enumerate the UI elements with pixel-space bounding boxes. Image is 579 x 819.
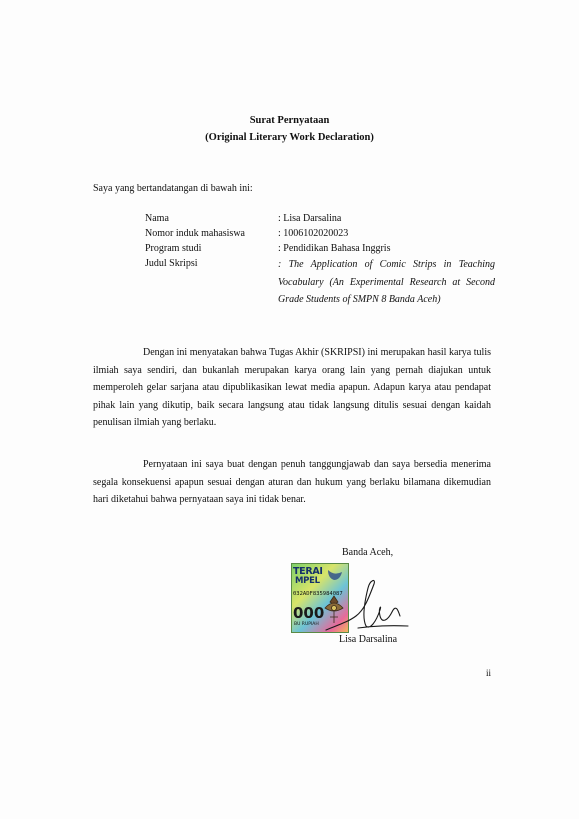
- field-value: : Lisa Darsalina: [278, 213, 342, 224]
- field-label: Program studi: [145, 243, 202, 254]
- field-label: Judul Skripsi: [145, 258, 198, 269]
- document-subtitle: (Original Literary Work Declaration): [205, 132, 374, 143]
- field-label: Nomor induk mahasiswa: [145, 228, 245, 239]
- place-date: Banda Aceh,: [342, 547, 394, 558]
- document-title: Surat Pernyataan: [249, 115, 330, 126]
- field-value: : Pendidikan Bahasa Inggris: [278, 243, 391, 254]
- intro-text: Saya yang bertandatangan di bawah ini:: [93, 183, 253, 194]
- field-value: : 1006102020023: [278, 228, 349, 239]
- signer-name: Lisa Darsalina: [339, 634, 398, 645]
- declaration-paragraph: Dengan ini menyatakan bahwa Tugas Akhir (SKRIPSI) ini merupakan hasil karya tulis ilmiah saya sendiri, dan bukanlah merupakan karya orang lain yang pernah diajukan untuk memperoleh gelar sarjana atau dipublikasikan lewat media apapun. Adapun karya atau pendapat pihak lain yang dikutip, baik secara langsung atau tidak langsung ditulis sesuai dengan kaidah penulisan ilmiah yang berlaku.: [93, 347, 491, 429]
- stamp-amount: 000: [293, 604, 325, 622]
- responsibility-paragraph: Pernyataan ini saya buat dengan penuh tanggungjawab dan saya bersedia menerima segala konsekuensi apapun sesuai dengan aturan dan hukum yang berlaku bilamana dikemudian hari diketahui bahwa pernyataan saya ini tidak benar.: [93, 459, 491, 506]
- stamp-serial: 032ADF835984087: [293, 591, 343, 597]
- thesis-title-value: : The Application of Comic Strips in Teaching Vocabulary (An Experimental Research at Second Grade Students of SMPN 8 Banda Aceh): [278, 259, 495, 305]
- stamp-line1: TERAI: [293, 566, 323, 577]
- field-label: Nama: [145, 213, 169, 224]
- stamp-line2: MPEL: [295, 576, 320, 586]
- stamp-currency: BU RUPIAH: [294, 622, 319, 627]
- handwritten-signature: [318, 570, 413, 640]
- page-number: ii: [486, 668, 492, 678]
